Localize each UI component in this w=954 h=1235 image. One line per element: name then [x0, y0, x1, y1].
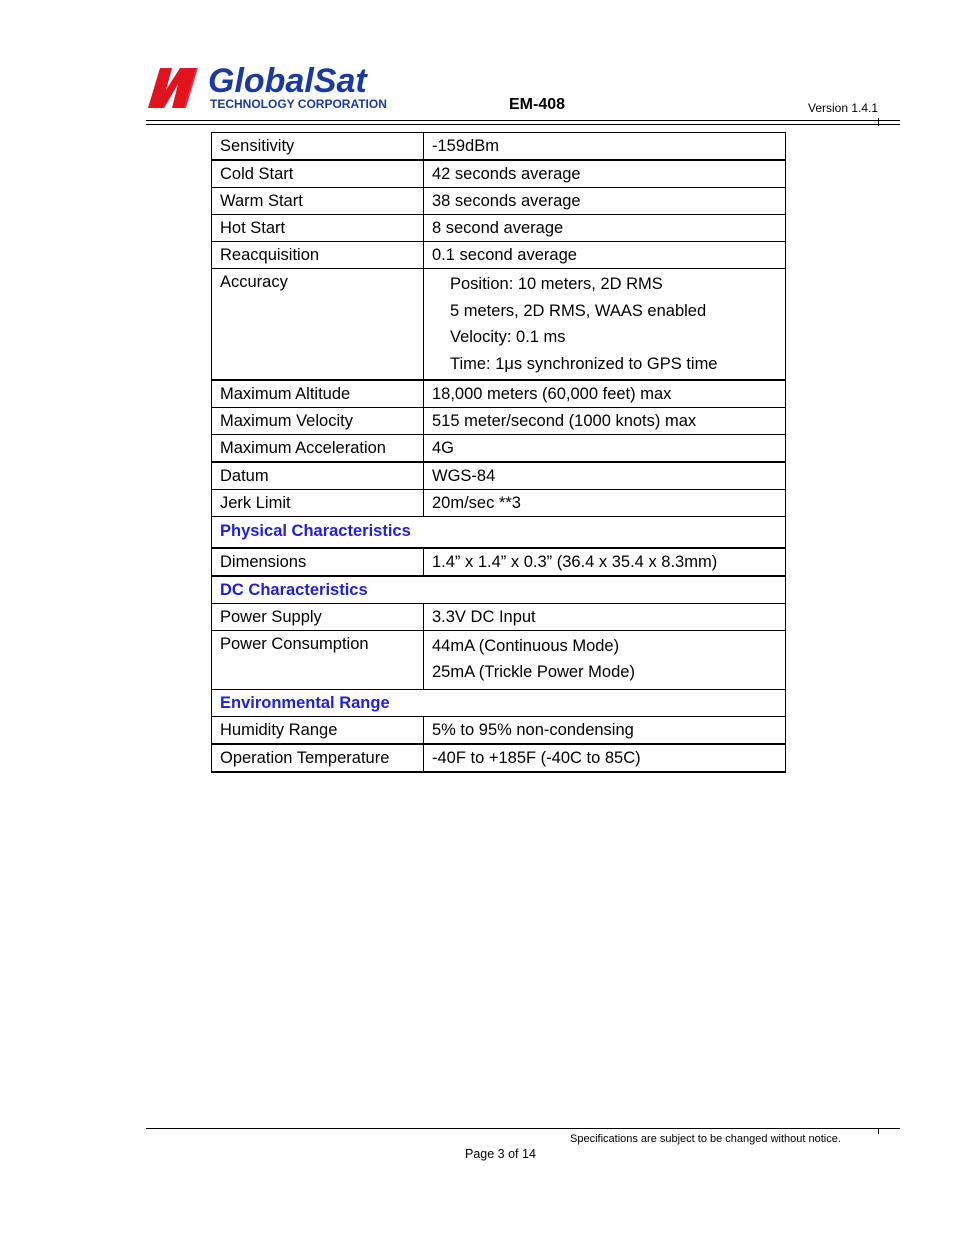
- page-number: Page 3 of 14: [465, 1147, 536, 1161]
- version-label: Version 1.4.1: [808, 101, 879, 115]
- row-value: 18,000 meters (60,000 feet) max: [424, 380, 786, 408]
- table-row: [212, 462, 786, 490]
- consumption-line: 44mA (Continuous Mode): [432, 637, 620, 655]
- table-row: [212, 188, 786, 215]
- spec-table: [211, 132, 786, 773]
- table-row: [212, 269, 786, 381]
- row-value: 4G: [424, 435, 786, 463]
- table-row: [212, 631, 786, 690]
- row-label: Maximum Altitude: [212, 380, 424, 408]
- row-label: Jerk Limit: [212, 490, 424, 517]
- section-title: Environmental Range: [220, 694, 390, 712]
- consumption-line: 25mA (Trickle Power Mode): [432, 663, 635, 681]
- row-label: Reacquisition: [212, 242, 424, 269]
- row-label: Hot Start: [212, 215, 424, 242]
- row-label: Maximum Acceleration: [212, 435, 424, 463]
- row-value: 8 second average: [424, 215, 786, 242]
- section-title: DC Characteristics: [220, 581, 368, 599]
- table-row: [212, 604, 786, 631]
- row-label: Sensitivity: [212, 133, 424, 161]
- model-title: EM-408: [509, 96, 566, 113]
- section-row: [212, 576, 786, 604]
- logo-sub-text: TECHNOLOGY CORPORATION: [210, 97, 387, 111]
- row-value: 38 seconds average: [424, 188, 786, 215]
- table-row: [212, 717, 786, 745]
- row-label: Maximum Velocity: [212, 408, 424, 435]
- row-value: 20m/sec **3: [424, 490, 786, 517]
- section-heading-physical: [212, 517, 786, 549]
- header-rule-thin: [146, 124, 900, 125]
- accuracy-line: Velocity: 0.1 ms: [450, 328, 566, 346]
- row-value: 0.1 second average: [424, 242, 786, 269]
- table-row: [212, 435, 786, 463]
- table-row: [212, 490, 786, 517]
- row-value: 515 meter/second (1000 knots) max: [424, 408, 786, 435]
- table-row: [212, 160, 786, 188]
- table-row: [212, 380, 786, 408]
- row-label: Humidity Range: [212, 717, 424, 745]
- row-label: Cold Start: [212, 160, 424, 188]
- table-row: [212, 133, 786, 161]
- row-value: [424, 269, 786, 381]
- row-value: -159dBm: [424, 133, 786, 161]
- table-row: [212, 242, 786, 269]
- footer-rule-tick: [878, 1128, 879, 1134]
- table-row: [212, 215, 786, 242]
- row-value: 42 seconds average: [424, 160, 786, 188]
- footer-rule: [146, 1128, 900, 1129]
- accuracy-line: 5 meters, 2D RMS, WAAS enabled: [450, 301, 707, 320]
- row-value: -40F to +185F (-40C to 85C): [424, 744, 786, 772]
- row-value: [424, 631, 786, 690]
- row-value: 3.3V DC Input: [424, 604, 786, 631]
- accuracy-line: Position: 10 meters, 2D RMS: [450, 275, 663, 293]
- header-rule-thick: [146, 120, 900, 121]
- row-label: Accuracy: [212, 269, 424, 381]
- row-label: Power Consumption: [212, 631, 424, 690]
- row-label: Datum: [212, 462, 424, 490]
- table-row: [212, 408, 786, 435]
- header-rule-tick: [878, 118, 879, 126]
- table-row: [212, 744, 786, 772]
- footer-notice: Specifications are subject to be changed without notice.: [570, 1133, 841, 1145]
- logo-brand-text: GlobalSat: [208, 62, 367, 100]
- row-value: 1.4” x 1.4” x 0.3” (36.4 x 35.4 x 8.3mm): [424, 548, 786, 576]
- section-row: [212, 690, 786, 717]
- section-heading-env: [212, 690, 786, 717]
- section-title: Physical Characteristics: [220, 522, 411, 540]
- globalsat-logo: [146, 62, 396, 112]
- row-label: Warm Start: [212, 188, 424, 215]
- section-row: [212, 517, 786, 549]
- row-value: WGS-84: [424, 462, 786, 490]
- section-heading-dc: [212, 576, 786, 604]
- row-label: Power Supply: [212, 604, 424, 631]
- table-row: [212, 548, 786, 576]
- row-value: 5% to 95% non-condensing: [424, 717, 786, 745]
- accuracy-line: Time: 1μs synchronized to GPS time: [450, 354, 718, 373]
- row-label: Dimensions: [212, 548, 424, 576]
- row-label: Operation Temperature: [212, 744, 424, 772]
